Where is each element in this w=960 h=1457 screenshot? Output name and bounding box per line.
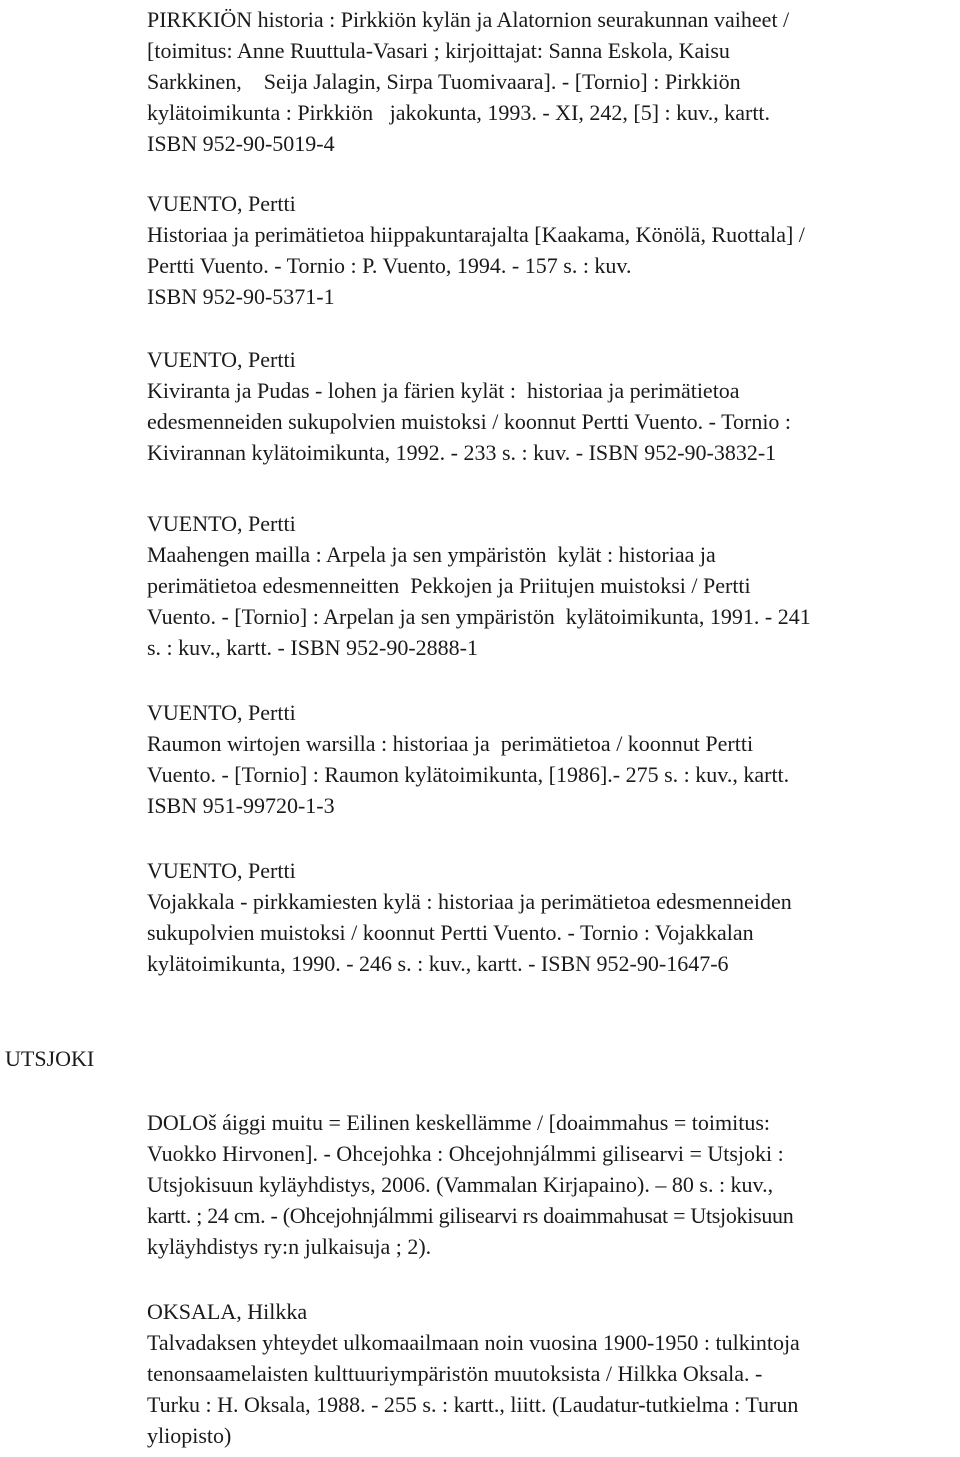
bibliography-entry bbox=[147, 697, 957, 821]
bibliography-entry bbox=[147, 1107, 957, 1262]
entry-line: Kivirannan kylätoimikunta, 1992. - 233 s. : kuv. - ISBN 952-90-3832-1 bbox=[147, 440, 777, 465]
entry-author: VUENTO, Pertti bbox=[147, 347, 296, 372]
entry-line: yliopisto) bbox=[147, 1423, 232, 1448]
entry-isbn: ISBN 951-99720-1-3 bbox=[147, 793, 335, 818]
entry-line: Vuento. - [Tornio] : Raumon kylätoimikunta, [1986].- 275 s. : kuv., kartt. bbox=[147, 762, 790, 787]
entry-line: Historiaa ja perimätietoa hiippakuntarajalta [Kaakama, Könölä, Ruottala] / bbox=[147, 222, 805, 247]
entry-line: kartt. ; 24 cm. - (Ohcejohnjálmmi gilisearvi rs doaimmahusat = Utsjokisuun bbox=[147, 1203, 794, 1228]
entry-line: kyläyhdistys ry:n julkaisuja ; 2). bbox=[147, 1234, 432, 1259]
entry-author: OKSALA, Hilkka bbox=[147, 1299, 308, 1324]
bibliography-entry bbox=[147, 188, 957, 312]
entry-line: DOLOš áiggi muitu = Eilinen keskellämme / [doaimmahus = toimitus: bbox=[147, 1110, 771, 1135]
entry-line: perimätietoa edesmenneitten Pekkojen ja Priitujen muistoksi / Pertti bbox=[147, 573, 751, 598]
entry-author: VUENTO, Pertti bbox=[147, 700, 296, 725]
entry-line: [toimitus: Anne Ruuttula-Vasari ; kirjoittajat: Sanna Eskola, Kaisu bbox=[147, 38, 730, 63]
entry-isbn: ISBN 952-90-5371-1 bbox=[147, 284, 335, 309]
entry-line: edesmenneiden sukupolvien muistoksi / koonnut Pertti Vuento. - Tornio : bbox=[147, 409, 792, 434]
entry-line: Vuokko Hirvonen]. - Ohcejohka : Ohcejohnjálmmi gilisearvi = Utsjoki : bbox=[147, 1141, 784, 1166]
bibliography-entry bbox=[147, 855, 957, 979]
entry-line: Utsjokisuun kyläyhdistys, 2006. (Vammalan Kirjapaino). – 80 s. : kuv., bbox=[147, 1172, 774, 1197]
bibliography-entry bbox=[147, 1296, 957, 1451]
entry-line: Vuento. - [Tornio] : Arpelan ja sen ympäristön kylätoimikunta, 1991. - 241 bbox=[147, 604, 811, 629]
entry-author: VUENTO, Pertti bbox=[147, 858, 296, 883]
entry-line: tenonsaamelaisten kulttuuriympäristön muutoksista / Hilkka Oksala. - bbox=[147, 1361, 763, 1386]
entry-line: sukupolvien muistoksi / koonnut Pertti Vuento. - Tornio : Vojakkalan bbox=[147, 920, 754, 945]
entry-author: VUENTO, Pertti bbox=[147, 191, 296, 216]
entry-line: kylätoimikunta : Pirkkiön jakokunta, 1993. - XI, 242, [5] : kuv., kartt. bbox=[147, 100, 771, 125]
entry-line: Pertti Vuento. - Tornio : P. Vuento, 1994. - 157 s. : kuv. bbox=[147, 253, 632, 278]
entry-line: Turku : H. Oksala, 1988. - 255 s. : kartt., liitt. (Laudatur-tutkielma : Turun bbox=[147, 1392, 799, 1417]
entry-line: Sarkkinen, Seija Jalagin, Sirpa Tuomivaara]. - [Tornio] : Pirkkiön bbox=[147, 69, 741, 94]
entry-isbn: ISBN 952-90-5019-4 bbox=[147, 131, 335, 156]
entry-author: VUENTO, Pertti bbox=[147, 511, 296, 536]
section-heading: UTSJOKI bbox=[5, 1046, 95, 1071]
entry-line: Maahengen mailla : Arpela ja sen ympäristön kylät : historiaa ja bbox=[147, 542, 716, 567]
entry-line: Kiviranta ja Pudas - lohen ja färien kylät : historiaa ja perimätietoa bbox=[147, 378, 740, 403]
entry-line: s. : kuv., kartt. - ISBN 952-90-2888-1 bbox=[147, 635, 478, 660]
bibliography-entry bbox=[147, 508, 957, 663]
entry-line: PIRKKIÖN historia : Pirkkiön kylän ja Alatornion seurakunnan vaiheet / bbox=[147, 7, 790, 32]
entry-line: Talvadaksen yhteydet ulkomaailmaan noin vuosina 1900-1950 : tulkintoja bbox=[147, 1330, 800, 1355]
entry-line: kylätoimikunta, 1990. - 246 s. : kuv., kartt. - ISBN 952-90-1647-6 bbox=[147, 951, 729, 976]
bibliography-entry bbox=[147, 344, 957, 468]
bibliography-entry bbox=[147, 4, 957, 159]
entry-line: Raumon wirtojen warsilla : historiaa ja perimätietoa / koonnut Pertti bbox=[147, 731, 754, 756]
entry-line: Vojakkala - pirkkamiesten kylä : historiaa ja perimätietoa edesmenneiden bbox=[147, 889, 792, 914]
